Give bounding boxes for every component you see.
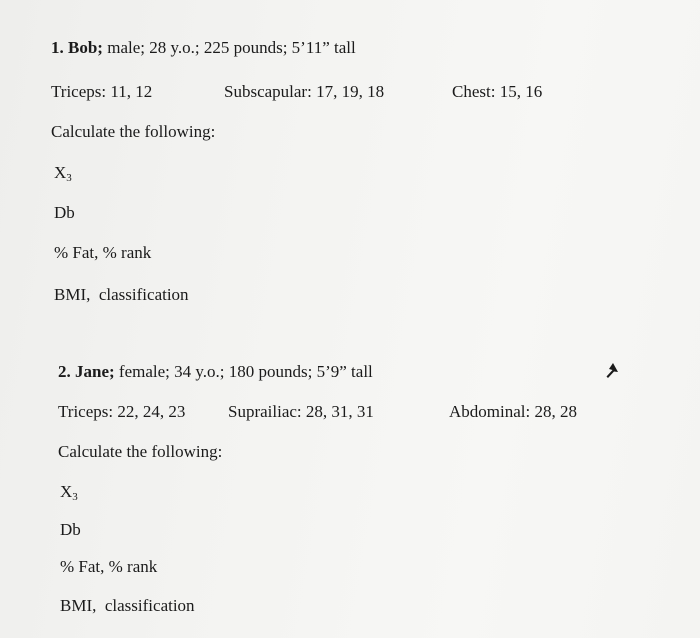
problem-2-suprailiac: Suprailiac: 28, 31, 31	[228, 402, 374, 421]
problem-1-details: male; 28 y.o.; 225 pounds; 5’11” tall	[102, 38, 356, 57]
problem-1-triceps: Triceps: 11, 12	[51, 82, 153, 101]
problem-1-prompt: Calculate the following:	[51, 122, 216, 141]
problem-2-details: female; 34 y.o.; 180 pounds; 5’9” tall	[114, 362, 373, 381]
problem-1-heading	[51, 38, 356, 58]
problem-2-prompt: Calculate the following:	[58, 442, 223, 461]
problem-1-item-fat: % Fat, % rank	[54, 243, 152, 262]
x-subscript: 3	[66, 172, 72, 184]
problem-1-name: Bob;	[68, 38, 103, 57]
problem-1-item-db: Db	[54, 203, 75, 222]
pointer-arrow-icon	[604, 363, 618, 379]
problem-2-item-x3	[60, 482, 78, 507]
problem-2-triceps: Triceps: 22, 24, 23	[58, 402, 186, 421]
x-subscript: 3	[72, 491, 78, 503]
problem-2-item-fat: % Fat, % rank	[60, 557, 158, 576]
x-base: X	[60, 482, 73, 501]
problem-1-item-bmi: BMI, classification	[54, 285, 189, 304]
problem-1-item-x3	[54, 163, 72, 188]
problem-2-item-bmi: BMI, classification	[60, 596, 195, 615]
problem-2-number: 2.	[58, 362, 71, 381]
problem-2-abdominal: Abdominal: 28, 28	[449, 402, 577, 421]
problem-2-item-db: Db	[60, 520, 81, 539]
x-base: X	[54, 163, 67, 182]
problem-1-number: 1.	[51, 38, 64, 57]
problem-1-chest: Chest: 15, 16	[452, 82, 543, 101]
problem-2-name: Jane;	[75, 362, 115, 381]
problem-2-heading	[58, 362, 373, 382]
problem-1-subscapular: Subscapular: 17, 19, 18	[224, 82, 385, 101]
